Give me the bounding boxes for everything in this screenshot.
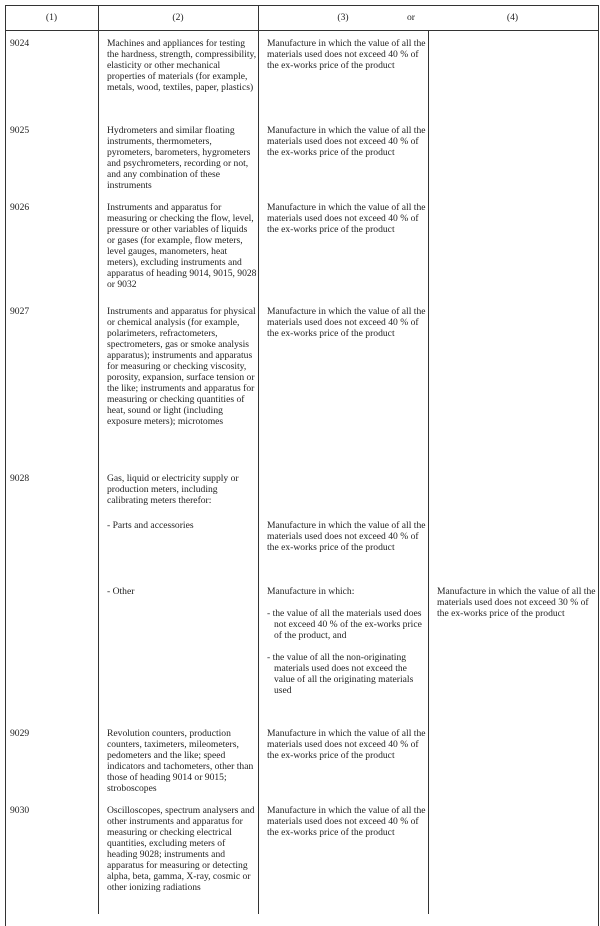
rule-col3: Manufacture in which the value of all the materials used does not exceed 40 % of the ex-works price of the product [267,125,426,158]
rule-col3: Manufacture in which the value of all the materials used does not exceed 40 % of the ex-works price of the product [267,520,426,553]
header-col1: (1) [45,12,58,23]
description: Hydrometers and similar floating instruments, thermometers, pyrometers, barometers, hygrometers and psychrometers, recording or not, and any combination of these instruments [107,125,251,191]
description: Instruments and apparatus for measuring or checking the flow, level, pressure or other variables of liquids or gases (for example, flow meters, level gauges, manometers, heat meters), excluding instruments and apparatus of heading 9014, 9015, 9028 or 9032 [107,202,257,290]
description: Oscilloscopes, spectrum analysers and other instruments and apparatus for measuring or checking electrical quantities, excluding meters of heading 9028; instruments and apparatus for measuring or detecting alpha, beta, gamma, X-ray, cosmic or other ionizing radiations [107,805,255,893]
column-divider [98,5,99,914]
sub-description: - Other [107,586,135,597]
description: Machines and appliances for testing the hardness, strength, compressibility, elasticity or other mechanical properties of materials (for example, metals, wood, textiles, paper, plastics) [107,38,257,93]
heading-code: 9029 [10,728,30,739]
heading-code: 9025 [10,125,30,136]
rule-intro: Manufacture in which: [267,586,355,597]
rule-col3: Manufacture in which the value of all the materials used does not exceed 40 % of the ex-works price of the product [267,306,426,339]
sub-description: - Parts and accessories [107,520,194,531]
description: Revolution counters, production counters, taximeters, mileometers, pedometers and the like; speed indicators and tachometers, other than those of heading 9014 or 9015; stroboscopes [107,728,254,794]
rule-col3: Manufacture in which the value of all the materials used does not exceed 40 % of the ex-works price of the product [267,38,426,71]
column-divider [258,5,259,914]
rule-col3: Manufacture in which the value of all the materials used does not exceed 40 % of the ex-works price of the product [267,728,426,761]
header-or: or [407,12,415,23]
header-col3: (3) [337,12,349,23]
rule-col4: Manufacture in which the value of all the materials used does not exceed 30 % of the ex-works price of the product [437,586,596,619]
description: Gas, liquid or electricity supply or production meters, including calibrating meters therefor: [107,473,239,506]
column-divider [428,30,429,914]
heading-code: 9028 [10,473,30,484]
header-col4: (4) [506,12,519,23]
rule-condition: - the value of all the materials used does not exceed 40 % of the ex-works price of the product, and [267,608,422,641]
heading-code: 9030 [10,805,30,816]
description: Instruments and apparatus for physical or chemical analysis (for example, polarimeters, refractometers, spectrometers, gas or smoke analysis apparatus); instruments and apparatus for measuring or checking viscosity, porosity, expansion, surface tension or the like; instruments and apparatus for measuring or checking quantities of heat, sound or light (including exposure meters); microtomes [107,306,256,427]
rule-col3: Manufacture in which the value of all the materials used does not exceed 40 % of the ex-works price of the product [267,805,426,838]
heading-code: 9026 [10,202,30,213]
heading-code: 9024 [10,38,30,49]
header-divider [5,30,598,31]
header-col2: (2) [172,12,184,23]
rule-col3 [267,586,427,707]
heading-code: 9027 [10,306,30,317]
rule-condition: - the value of all the non-originating materials used does not exceed the value of all the originating materials used [267,652,414,696]
rule-col3: Manufacture in which the value of all the materials used does not exceed 40 % of the ex-works price of the product [267,202,426,235]
